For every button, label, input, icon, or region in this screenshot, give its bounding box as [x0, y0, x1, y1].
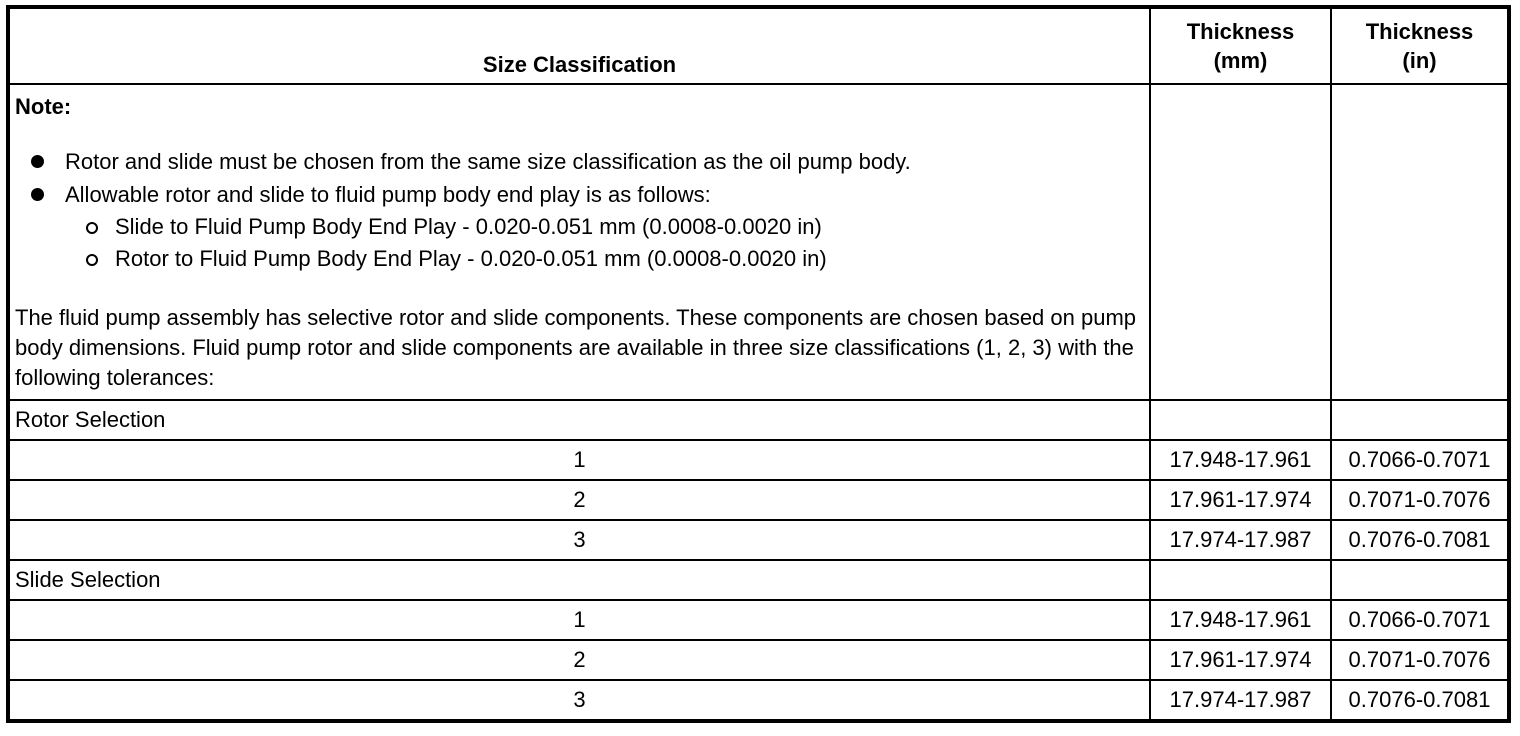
header-size-classification: Size Classification: [8, 7, 1150, 84]
rotor-selection-row: [8, 400, 1509, 440]
rotor-selection-title: Rotor Selection: [8, 400, 1150, 440]
header-thickness-mm-line2: (mm): [1213, 48, 1268, 73]
list-item: [65, 243, 1144, 275]
note-row: [8, 84, 1509, 400]
empty-cell: [1331, 400, 1509, 440]
header-thickness-in: [1331, 7, 1509, 84]
size-cell: 1: [8, 440, 1150, 480]
note-sub-bullet-list: [65, 211, 1144, 275]
thickness-mm-cell: 17.961-17.974: [1150, 640, 1331, 680]
size-cell: 2: [8, 640, 1150, 680]
bullet-dot-icon: [31, 155, 44, 168]
header-thickness-in-line2: (in): [1402, 48, 1437, 73]
bullet-text: Rotor and slide must be chosen from the same size classification as the oil pump body.: [65, 149, 911, 174]
table-row: [8, 600, 1509, 640]
table-row: [8, 520, 1509, 560]
size-cell: 3: [8, 520, 1150, 560]
table-row: [8, 680, 1509, 721]
empty-cell: [1331, 84, 1509, 400]
sub-bullet-text: Rotor to Fluid Pump Body End Play - 0.020-0.051 mm (0.0008-0.0020 in): [115, 246, 827, 271]
thickness-mm-cell: 17.961-17.974: [1150, 480, 1331, 520]
list-item: [15, 145, 1144, 178]
thickness-in-cell: 0.7076-0.7081: [1331, 680, 1509, 721]
header-thickness-mm-line1: Thickness: [1186, 19, 1295, 44]
size-cell: 2: [8, 480, 1150, 520]
thickness-mm-cell: 17.948-17.961: [1150, 440, 1331, 480]
table-row: [8, 640, 1509, 680]
list-item: [65, 211, 1144, 243]
note-cell: [8, 84, 1150, 400]
size-cell: 1: [8, 600, 1150, 640]
size-classification-table: [6, 5, 1511, 723]
thickness-in-cell: 0.7071-0.7076: [1331, 640, 1509, 680]
empty-cell: [1331, 560, 1509, 600]
thickness-in-cell: 0.7066-0.7071: [1331, 600, 1509, 640]
table-header-row: [8, 7, 1509, 84]
empty-cell: [1150, 400, 1331, 440]
slide-selection-title: Slide Selection: [8, 560, 1150, 600]
sub-bullet-text: Slide to Fluid Pump Body End Play - 0.020-0.051 mm (0.0008-0.0020 in): [115, 214, 822, 239]
thickness-mm-cell: 17.974-17.987: [1150, 680, 1331, 721]
note-bullet-list: [15, 145, 1144, 275]
bullet-text: Allowable rotor and slide to fluid pump body end play is as follows:: [65, 182, 711, 207]
size-cell: 3: [8, 680, 1150, 721]
empty-cell: [1150, 84, 1331, 400]
thickness-mm-cell: 17.974-17.987: [1150, 520, 1331, 560]
empty-cell: [1150, 560, 1331, 600]
table-row: [8, 440, 1509, 480]
bullet-ring-icon: [86, 254, 98, 266]
table-row: [8, 480, 1509, 520]
header-thickness-mm: [1150, 7, 1331, 84]
note-paragraph: The fluid pump assembly has selective rotor and slide components. These components are chosen based on pump body dimensions. Fluid pump rotor and slide components are available in three size classifications (1, 2, 3) with the following tolerances:: [15, 305, 1137, 390]
note-title: Note:: [15, 94, 72, 119]
thickness-in-cell: 0.7076-0.7081: [1331, 520, 1509, 560]
thickness-in-cell: 0.7066-0.7071: [1331, 440, 1509, 480]
bullet-ring-icon: [86, 222, 98, 234]
bullet-dot-icon: [31, 188, 44, 201]
slide-selection-row: [8, 560, 1509, 600]
list-item: [15, 178, 1144, 275]
thickness-in-cell: 0.7071-0.7076: [1331, 480, 1509, 520]
thickness-mm-cell: 17.948-17.961: [1150, 600, 1331, 640]
header-thickness-in-line1: Thickness: [1365, 19, 1474, 44]
